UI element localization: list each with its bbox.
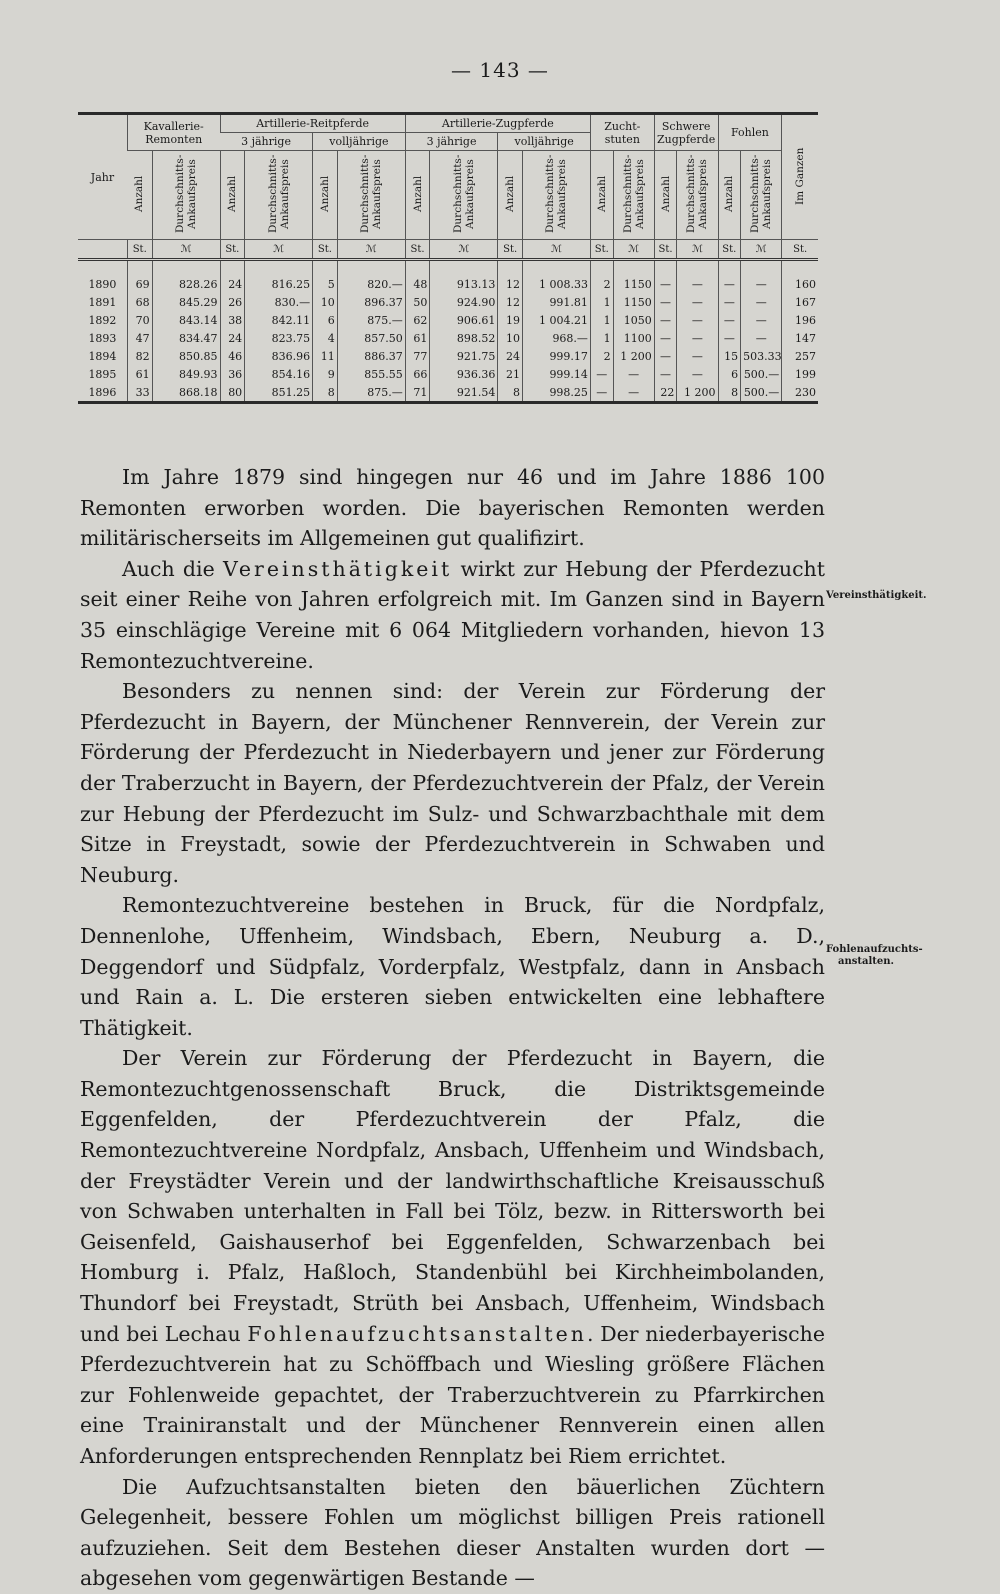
unit-mark: ℳ [337, 240, 405, 260]
paragraph-5-end: . Der niederbayerische Pferdezuchtverein hat zu Schöffbach und Wiesling größere Flächen zur Fohlenweide gepachtet, der Traberzuchtverein zu Pfarrkirchen eine Trainiranstalt und der Münchener Rennverein einen allen Anforderungen entsprechenden Rennplatz bei Riem errichtet. [80, 1321, 825, 1468]
table-cell: 70 [127, 311, 152, 329]
table-cell: — [677, 347, 718, 365]
header-kavallerie: Kavallerie-Remonten [127, 114, 220, 151]
table-cell: 33 [127, 383, 152, 403]
header-art-zug-3jaehrig: 3 jährige [405, 133, 498, 151]
table-cell: 898.52 [430, 329, 498, 347]
table-cell: 12 [498, 293, 523, 311]
header-total [782, 114, 818, 240]
table-cell-year: 1896 [78, 383, 127, 403]
table-cell: — [654, 311, 677, 329]
unit-mark: ℳ [523, 240, 591, 260]
table-cell: 816.25 [245, 275, 313, 293]
paragraph-6: Die Aufzuchtsanstalten bieten den bäuerlichen Züchtern Gelegenheit, bessere Fohlen um möglichst billigen Preis rationell aufzuziehen. Seit dem Bestehen dieser Anstalten wurden dort — abgesehen vom gegenwärtigen Bestande — [80, 1474, 825, 1591]
table-cell: — [741, 329, 782, 347]
table-row [78, 293, 818, 311]
table-cell: 843.14 [152, 311, 220, 329]
paragraph-5 [80, 1043, 825, 1471]
table-cell: 196 [782, 311, 818, 329]
paragraph-5-start: Der Verein zur Förderung der Pferdezucht in Bayern, die Remontezuchtgenossenschaft Bruck, die Distriktsgemeinde Eggenfelden, der Pferdezuchtverein der Pfalz, die Remontezuchtvereine Nordpfalz, Ansbach, Uffenheim und Windsbach, der Freystädter Verein und der landwirthschaftliche Kreisausschuß von Schwaben unterhalten in Fall bei Tölz, bezw. in Rittersworth bei Geisenfeld, Gaishauserhof bei Eggenfelden, Schwarzenbach bei Homburg i. Pfalz, Haßloch, Standenbühl bei Kirchheimbolanden, Thundorf bei Freystadt, Strüth bei Ansbach, Uffenheim, Windsbach und bei Lechau [80, 1046, 825, 1346]
header-zuchtstuten: Zucht-stuten [590, 114, 654, 151]
table-cell: 820.— [337, 275, 405, 293]
table-cell: 21 [498, 365, 523, 383]
subheader-preis: Durchschnitts- Ankaufspreis [523, 151, 591, 240]
table-cell: 836.96 [245, 347, 313, 365]
table-cell: 845.29 [152, 293, 220, 311]
table-cell: 998.25 [523, 383, 591, 403]
remonten-table [78, 112, 818, 404]
table-row [78, 347, 818, 365]
header-art-zug-volljaehrig: volljährige [498, 133, 591, 151]
table-cell: 22 [654, 383, 677, 403]
unit-st: St. [498, 240, 523, 260]
table-cell: 875.— [337, 311, 405, 329]
header-year: Jahr [78, 114, 127, 240]
table-cell: 48 [405, 275, 430, 293]
subheader-preis: Durchschnitts- Ankaufspreis [337, 151, 405, 240]
subheader-anzahl: Anzahl [498, 151, 523, 240]
table-cell: 868.18 [152, 383, 220, 403]
table-cell: 1 [590, 329, 613, 347]
unit-st: St. [782, 240, 818, 260]
table-cell: — [677, 365, 718, 383]
table-cell: 80 [220, 383, 245, 403]
table-cell: 230 [782, 383, 818, 403]
table-cell: 15 [718, 347, 741, 365]
table-cell: 1 200 [677, 383, 718, 403]
table-cell: 38 [220, 311, 245, 329]
header-art-reit-3jaehrig: 3 jährige [220, 133, 313, 151]
table-cell: 10 [313, 293, 338, 311]
unit-mark: ℳ [152, 240, 220, 260]
table-cell: 850.85 [152, 347, 220, 365]
table-cell: — [590, 383, 613, 403]
table-cell: 12 [498, 275, 523, 293]
table-cell: 19 [498, 311, 523, 329]
subheader-anzahl: Anzahl [590, 151, 613, 240]
table-cell: 968.— [523, 329, 591, 347]
table-cell: 999.14 [523, 365, 591, 383]
table-cell: 71 [405, 383, 430, 403]
table-cell: 896.37 [337, 293, 405, 311]
paragraph-2 [80, 554, 825, 676]
unit-mark: ℳ [677, 240, 718, 260]
table-cell: 921.54 [430, 383, 498, 403]
header-art-reit-volljaehrig: volljährige [313, 133, 406, 151]
table-cell: 46 [220, 347, 245, 365]
subheader-anzahl: Anzahl [220, 151, 245, 240]
unit-st: St. [127, 240, 152, 260]
table-row [78, 311, 818, 329]
table-cell: 849.93 [152, 365, 220, 383]
table-cell: — [741, 311, 782, 329]
table-cell: 5 [313, 275, 338, 293]
unit-mark: ℳ [741, 240, 782, 260]
table-cell: 199 [782, 365, 818, 383]
table-cell: — [613, 365, 654, 383]
table-cell: 875.— [337, 383, 405, 403]
table-cell: 855.55 [337, 365, 405, 383]
table-cell: — [677, 293, 718, 311]
table-cell: 77 [405, 347, 430, 365]
table-cell: 24 [220, 329, 245, 347]
subheader-preis: Durchschnitts- Ankaufspreis [245, 151, 313, 240]
table-cell: — [654, 365, 677, 383]
unit-st: St. [405, 240, 430, 260]
table-row [78, 383, 818, 403]
spaced-term-fohlenaufzucht: Fohlenaufzuchtsanstalten [247, 1321, 587, 1346]
table-cell: — [590, 365, 613, 383]
header-artillerie-reit: Artillerie-Reitpferde [220, 114, 405, 133]
table-cell: 2 [590, 275, 613, 293]
table-cell: 500.— [741, 383, 782, 403]
table-cell-year: 1891 [88, 295, 117, 309]
subheader-anzahl: Anzahl [718, 151, 741, 240]
table-cell: — [654, 293, 677, 311]
table-cell: 1050 [613, 311, 654, 329]
subheader-anzahl: Anzahl [313, 151, 338, 240]
table-cell: 503.33 [741, 347, 782, 365]
header-total-label: Im Ganzen [794, 146, 807, 205]
table-cell: 147 [782, 329, 818, 347]
table-cell-year: 1894 [88, 349, 117, 363]
table-spacer-row [78, 260, 818, 276]
paragraph-4: Remontezuchtvereine bestehen in Bruck, für die Nordpfalz, Dennenlohe, Uffenheim, Windsbach, Ebern, Neuburg a. D., Deggendorf und Südpfalz, Vorderpfalz, Westpfalz, dann in Ansbach und Rain a. L. Die ersteren sieben entwickelten eine lebhaftere Thätigkeit. [80, 893, 825, 1040]
unit-st: St. [718, 240, 741, 260]
table-cell: 823.75 [245, 329, 313, 347]
unit-mark: ℳ [245, 240, 313, 260]
paragraph-2-start: Auch die [122, 556, 223, 581]
table-cell: 921.75 [430, 347, 498, 365]
table-cell: 160 [782, 275, 818, 293]
remonten-table-wrap [78, 112, 818, 404]
table-cell: 500.— [741, 365, 782, 383]
table-cell: 1 004.21 [523, 311, 591, 329]
header-artillerie-zug: Artillerie-Zugpferde [405, 114, 590, 133]
table-cell: — [677, 275, 718, 293]
table-cell: — [718, 275, 741, 293]
table-cell: 8 [313, 383, 338, 403]
table-cell: — [654, 275, 677, 293]
table-cell: 68 [127, 293, 152, 311]
margin-note-fohlenaufzucht: Fohlenaufzuchts-anstalten. [826, 944, 923, 967]
table-cell-year: 1893 [88, 331, 117, 345]
table-cell: 936.36 [430, 365, 498, 383]
table-cell: 924.90 [430, 293, 498, 311]
table-cell: 886.37 [337, 347, 405, 365]
table-cell: 50 [405, 293, 430, 311]
subheader-preis: Durchschnitts- Ankaufspreis [741, 151, 782, 240]
table-cell: 66 [405, 365, 430, 383]
table-cell: 1 [590, 293, 613, 311]
table-cell: — [654, 347, 677, 365]
table-cell: — [613, 383, 654, 403]
table-cell: 4 [313, 329, 338, 347]
unit-mark: ℳ [430, 240, 498, 260]
table-cell: 854.16 [245, 365, 313, 383]
table-cell: 69 [127, 275, 152, 293]
table-cell: 1100 [613, 329, 654, 347]
table-cell: 36 [220, 365, 245, 383]
table-cell: 8 [718, 383, 741, 403]
table-body [78, 260, 818, 403]
table-cell: 9 [313, 365, 338, 383]
unit-st: St. [590, 240, 613, 260]
table-cell: 8 [498, 383, 523, 403]
margin-note-vereinsthaetigkeit: Vereinsthätigkeit. [826, 590, 927, 601]
table-row [78, 329, 818, 347]
table-cell: 1 [590, 311, 613, 329]
table-cell: 10 [498, 329, 523, 347]
subheader-preis: Durchschnitts- Ankaufspreis [430, 151, 498, 240]
table-cell: 913.13 [430, 275, 498, 293]
subheader-anzahl: Anzahl [127, 151, 152, 240]
table-cell: 6 [313, 311, 338, 329]
table-cell: — [718, 329, 741, 347]
table-cell: 26 [220, 293, 245, 311]
subheader-anzahl: Anzahl [654, 151, 677, 240]
unit-mark: ℳ [613, 240, 654, 260]
unit-st: St. [654, 240, 677, 260]
table-cell-year: 1890 [88, 277, 117, 291]
table-cell: 1 200 [613, 347, 654, 365]
table-cell: 24 [498, 347, 523, 365]
unit-st: St. [313, 240, 338, 260]
body-text [80, 462, 825, 1594]
table-cell: 82 [127, 347, 152, 365]
paragraph-2-end: wirkt zur Hebung der Pferdezucht seit einer Reihe von Jahren erfolgreich mit. Im Ganzen sind in Bayern 35 einschlägige Vereine mit 6 064 Mitgliedern vorhanden, hievon 13 Remontezuchtvereine. [80, 556, 825, 673]
subheader-anzahl: Anzahl [405, 151, 430, 240]
table-cell: 828.26 [152, 275, 220, 293]
table-cell: 842.11 [245, 311, 313, 329]
table-cell: 1150 [613, 293, 654, 311]
table-cell: 167 [782, 293, 818, 311]
spaced-term-vereinsthaetigkeit: Vereinsthätigkeit [223, 556, 453, 581]
table-cell: 24 [220, 275, 245, 293]
table-cell: 61 [127, 365, 152, 383]
table-cell: 999.17 [523, 347, 591, 365]
table-cell: 1 008.33 [523, 275, 591, 293]
unit-st: St. [220, 240, 245, 260]
table-cell: 834.47 [152, 329, 220, 347]
table-cell-year: 1895 [88, 367, 117, 381]
table-cell: — [677, 311, 718, 329]
table-cell: 906.61 [430, 311, 498, 329]
unit-blank [78, 240, 127, 260]
subheader-preis: Durchschnitts- Ankaufspreis [677, 151, 718, 240]
table-cell: — [718, 293, 741, 311]
table-cell: 47 [127, 329, 152, 347]
table-cell: 6 [718, 365, 741, 383]
table-cell: 851.25 [245, 383, 313, 403]
table-cell-year: 1892 [88, 313, 117, 327]
table-cell: 61 [405, 329, 430, 347]
table-cell: 857.50 [337, 329, 405, 347]
table-cell: 1150 [613, 275, 654, 293]
table-cell: 991.81 [523, 293, 591, 311]
table-cell: 62 [405, 311, 430, 329]
subheader-preis: Durchschnitts- Ankaufspreis [152, 151, 220, 240]
table-cell: — [741, 293, 782, 311]
table-row [78, 365, 818, 383]
table-cell: 2 [590, 347, 613, 365]
table-cell: — [677, 329, 718, 347]
header-fohlen: Fohlen [718, 114, 782, 151]
paragraph-3: Besonders zu nennen sind: der Verein zur Förderung der Pferdezucht in Bayern, der Münchener Rennverein, der Verein zur Förderung der Pferdezucht in Niederbayern und jener zur Förderung der Traberzucht in Bayern, der Pferdezuchtverein der Pfalz, der Verein zur Hebung der Pferdezucht im Sulz- und Schwarzbachthale mit dem Sitze in Freystadt, sowie der Pferdezuchtverein in Schwaben und Neuburg. [80, 679, 825, 887]
paragraph-1: Im Jahre 1879 sind hingegen nur 46 und im Jahre 1886 100 Remonten erworben worden. Die bayerischen Remonten werden militärischerseits im Allgemeinen gut qualifizirt. [80, 465, 825, 551]
table-cell: 11 [313, 347, 338, 365]
page-number: — 143 — [451, 58, 549, 82]
header-schwere-zugpferde: Schwere Zugpferde [654, 114, 718, 151]
subheader-preis: Durchschnitts- Ankaufspreis [613, 151, 654, 240]
table-cell: — [654, 329, 677, 347]
table-cell: 830.— [245, 293, 313, 311]
table-cell: 257 [782, 347, 818, 365]
table-cell: — [718, 311, 741, 329]
table-cell: — [741, 275, 782, 293]
table-row [78, 275, 818, 293]
